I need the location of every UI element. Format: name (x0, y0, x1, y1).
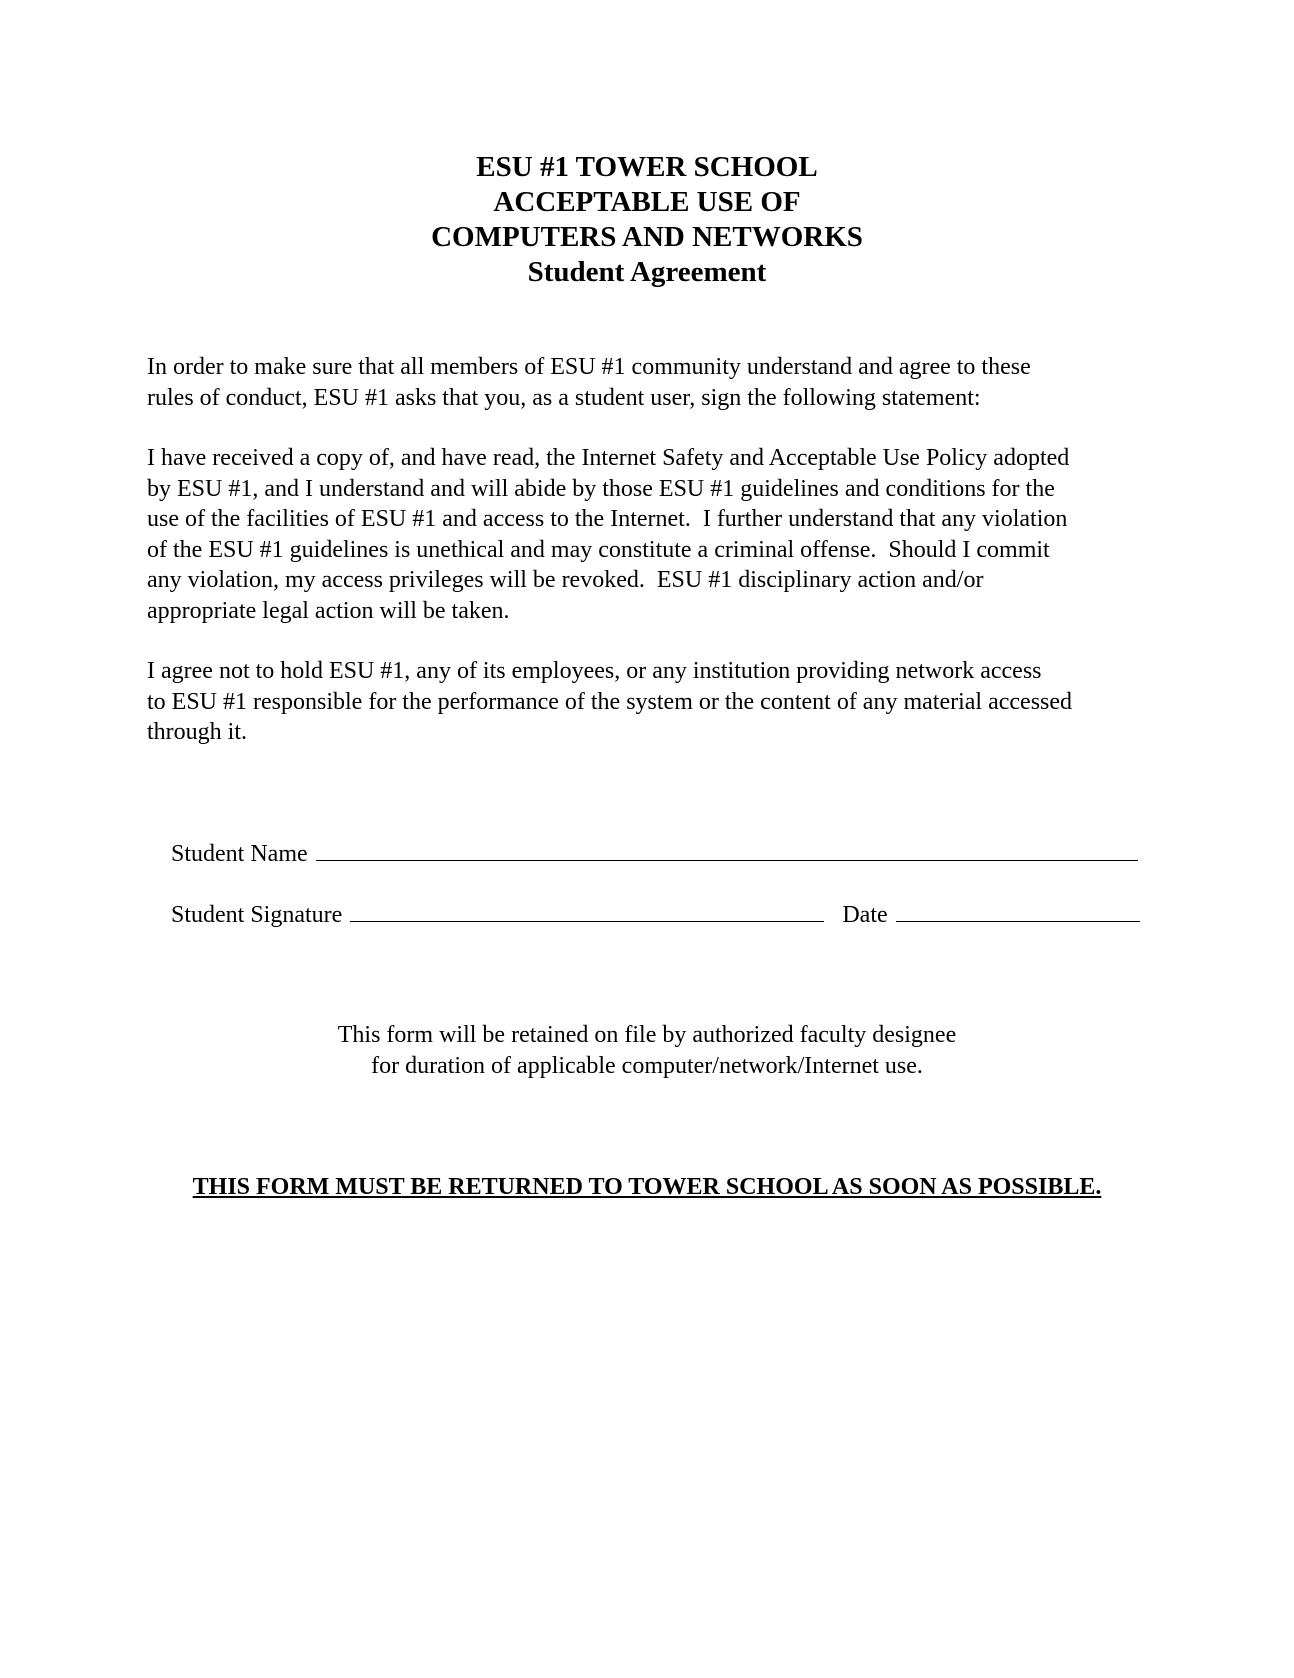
intro-paragraph (147, 352, 1147, 413)
text-line: use of the facilities of ESU #1 and access to the Internet. I further understand that any violation (147, 506, 1068, 532)
text-line: appropriate legal action will be taken. (147, 597, 510, 624)
text-line: any violation, my access privileges will be revoked. ESU #1 disciplinary action and/or (147, 567, 984, 593)
text-line: for duration of applicable computer/network/Internet use. (371, 1052, 923, 1079)
text-line: by ESU #1, and I understand and will abide by those ESU #1 guidelines and conditions for the (147, 475, 1055, 502)
text-line: This form will be retained on file by authorized faculty designee (337, 1022, 957, 1048)
title-line-acceptable-use: ACCEPTABLE USE OF (493, 186, 801, 218)
document-title (0, 150, 1294, 290)
liability-paragraph (147, 656, 1147, 748)
text-line: to ESU #1 responsible for the performance of the system or the content of any material accessed (147, 688, 1073, 715)
student-signature-label: Student Signature (171, 902, 343, 928)
retention-note (0, 1020, 1294, 1081)
student-signature-row (147, 869, 1140, 960)
return-notice: THIS FORM MUST BE RETURNED TO TOWER SCHOOL AS SOON AS POSSIBLE. (192, 1174, 1102, 1200)
text-line: of the ESU #1 guidelines is unethical and may constitute a criminal offense. Should I commit (147, 536, 1050, 563)
date-label: Date (842, 902, 888, 928)
date-field[interactable] (896, 899, 1140, 922)
text-line: In order to make sure that all members of ESU #1 community understand and agree to these (147, 354, 1031, 380)
text-line: through it. (147, 719, 247, 745)
text-line: I agree not to hold ESU #1, any of its employees, or any institution providing network access (147, 658, 1042, 684)
title-line-school: ESU #1 TOWER SCHOOL (476, 151, 818, 183)
title-line-computers-networks: COMPUTERS AND NETWORKS (431, 221, 863, 253)
text-line: I have received a copy of, and have read, the Internet Safety and Acceptable Use Policy adopted (147, 445, 1070, 471)
policy-received-paragraph (147, 443, 1147, 626)
text-line: rules of conduct, ESU #1 asks that you, as a student user, sign the following statement: (147, 384, 981, 411)
title-line-student-agreement: Student Agreement (527, 256, 767, 288)
student-name-label: Student Name (171, 841, 308, 867)
student-name-field[interactable] (316, 838, 1138, 861)
student-signature-field[interactable] (350, 899, 824, 922)
